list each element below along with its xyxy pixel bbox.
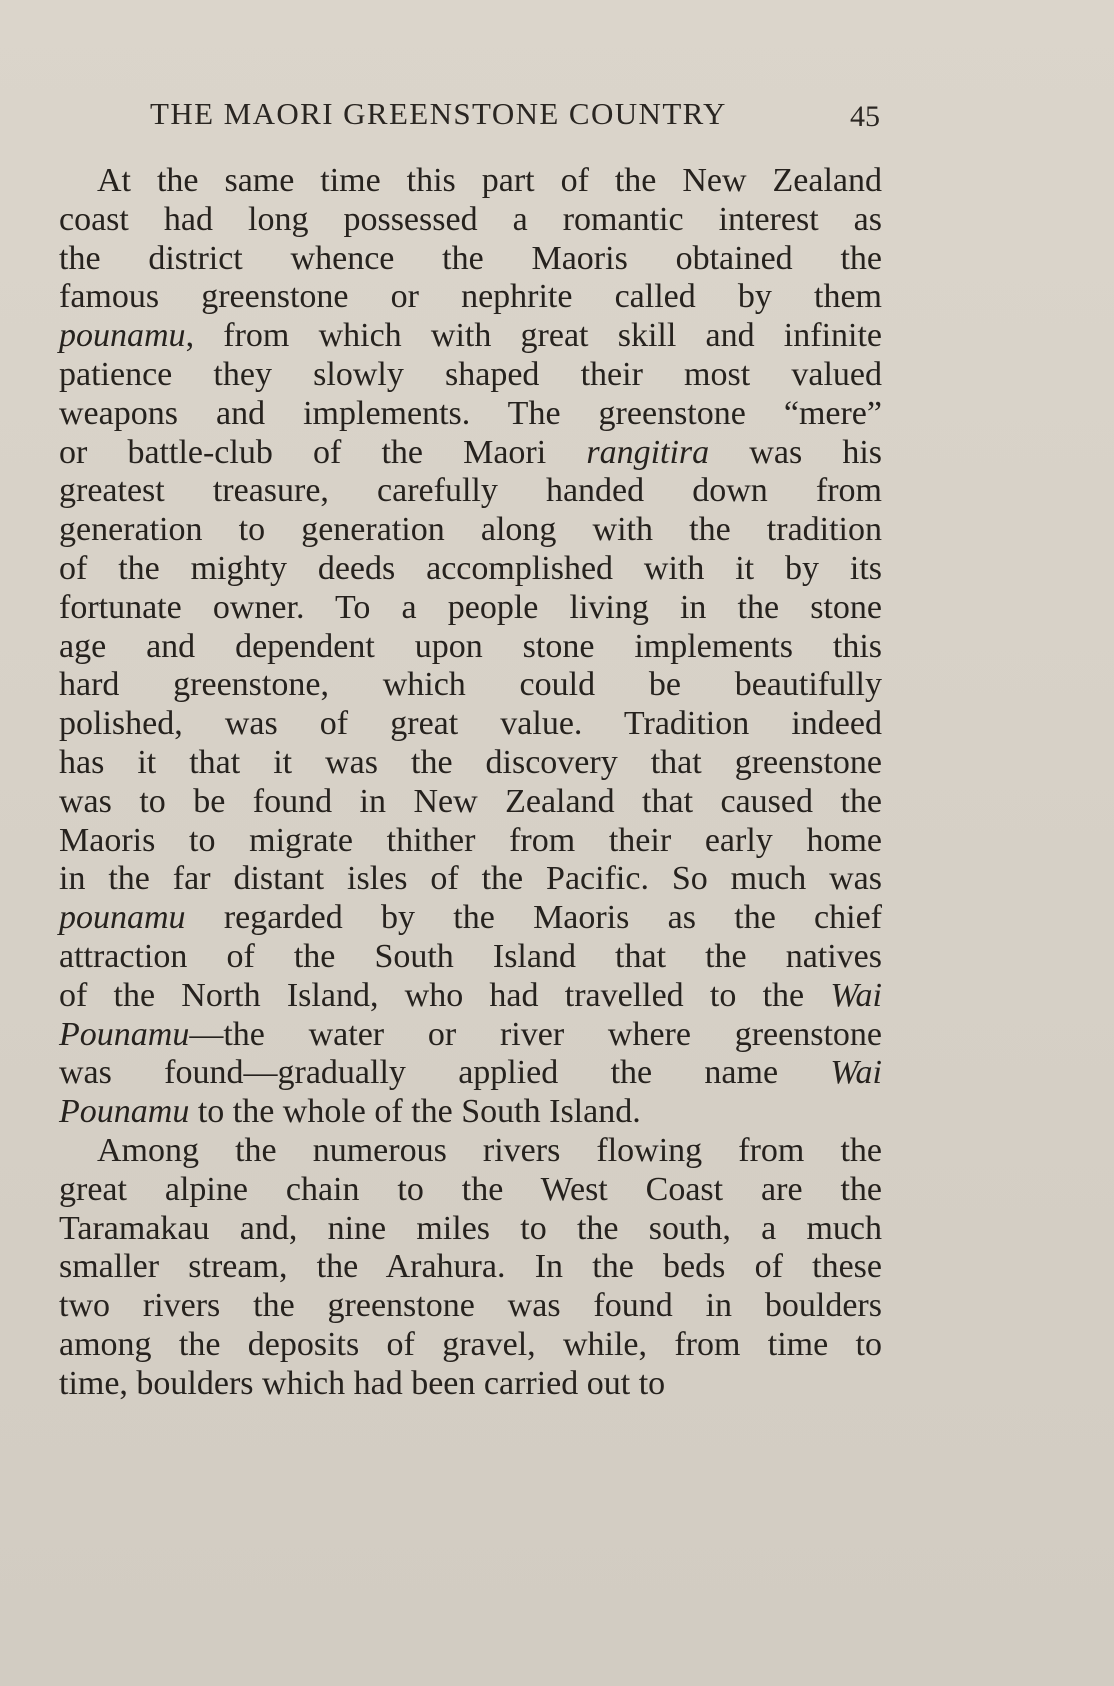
text-run: was to be found in New Zealand that caused the	[59, 782, 882, 820]
text-line	[59, 899, 882, 938]
italic-term: Wai	[830, 976, 882, 1014]
text-run: Maoris to migrate thither from their early home	[59, 821, 882, 859]
running-title: THE MAORI GREENSTONE COUNTRY	[150, 96, 727, 131]
text-run: —the water or river where greenstone	[189, 1015, 882, 1053]
text-run: , from which with great skill and infinite	[185, 317, 882, 355]
text-line	[59, 1016, 882, 1055]
text-line	[59, 356, 882, 395]
text-run: two rivers the greenstone was found in boulders	[59, 1287, 882, 1325]
italic-term: pounamu	[59, 899, 186, 937]
italic-term: rangitira	[586, 433, 710, 471]
text-run: weapons and implements. The greenstone “mere”	[59, 394, 882, 432]
text-run: among the deposits of gravel, while, from time to	[59, 1325, 882, 1363]
text-line	[59, 705, 882, 744]
text-run: generation to generation along with the tradition	[59, 511, 882, 549]
text-run: of the North Island, who had travelled to the	[59, 976, 831, 1014]
text-line	[59, 977, 882, 1016]
text-run: hard greenstone, which could be beautifully	[59, 666, 882, 704]
page-number: 45	[850, 100, 880, 133]
text-run: in the far distant isles of the Pacific. So much was	[59, 860, 882, 898]
text-line	[59, 938, 882, 977]
text-line	[59, 472, 882, 511]
text-run: coast had long possessed a romantic interest as	[59, 200, 882, 238]
text-run: or battle-club of the Maori	[59, 433, 587, 471]
text-run: the district whence the Maoris obtained the	[59, 239, 882, 277]
text-line	[59, 1093, 882, 1132]
text-line	[59, 744, 882, 783]
text-line	[59, 783, 882, 822]
text-run: to the whole of the South Island.	[189, 1093, 641, 1131]
text-line	[59, 860, 882, 899]
text-line	[59, 278, 882, 317]
text-run: polished, was of great value. Tradition indeed	[59, 705, 882, 743]
text-line	[59, 240, 882, 279]
body-text	[59, 162, 882, 1404]
text-run: Among the numerous rivers flowing from the	[97, 1131, 882, 1169]
text-run: smaller stream, the Arahura. In the beds of these	[59, 1248, 882, 1286]
text-line	[59, 628, 882, 667]
text-line	[59, 1054, 882, 1093]
text-run: attraction of the South Island that the natives	[59, 937, 882, 975]
text-line	[59, 434, 882, 473]
text-run: of the mighty deeds accomplished with it by its	[59, 549, 882, 587]
text-run: time, boulders which had been carried out to	[59, 1364, 666, 1402]
text-line	[59, 666, 882, 705]
italic-term: pounamu	[59, 317, 186, 355]
text-line	[59, 550, 882, 589]
text-run: fortunate owner. To a people living in the stone	[59, 588, 882, 626]
text-run: has it that it was the discovery that greenstone	[59, 743, 882, 781]
running-head	[150, 96, 880, 140]
text-line	[59, 1248, 882, 1287]
text-run: regarded by the Maoris as the chief	[185, 899, 882, 937]
text-line	[59, 317, 882, 356]
text-run: At the same time this part of the New Zealand	[97, 162, 882, 199]
text-line	[59, 1365, 882, 1404]
text-run: famous greenstone or nephrite called by them	[59, 278, 882, 316]
text-line	[59, 1326, 882, 1365]
text-run: was his	[709, 433, 883, 471]
text-line	[59, 822, 882, 861]
text-line	[59, 1171, 882, 1210]
text-run: was found—gradually applied the name	[59, 1054, 831, 1092]
text-line	[59, 1132, 882, 1171]
text-run: patience they slowly shaped their most valued	[59, 355, 882, 393]
text-line	[59, 162, 882, 201]
text-line	[59, 395, 882, 434]
text-line	[59, 589, 882, 628]
text-run: great alpine chain to the West Coast are the	[59, 1170, 882, 1208]
text-line	[59, 1210, 882, 1249]
text-run: greatest treasure, carefully handed down from	[59, 472, 882, 510]
italic-term: Pounamu	[59, 1093, 190, 1131]
text-line	[59, 511, 882, 550]
text-line	[59, 1287, 882, 1326]
text-line	[59, 201, 882, 240]
italic-term: Wai	[830, 1054, 882, 1092]
italic-term: Pounamu	[59, 1015, 190, 1053]
text-run: Taramakau and, nine miles to the south, a much	[59, 1209, 882, 1247]
text-run: age and dependent upon stone implements this	[59, 627, 882, 665]
